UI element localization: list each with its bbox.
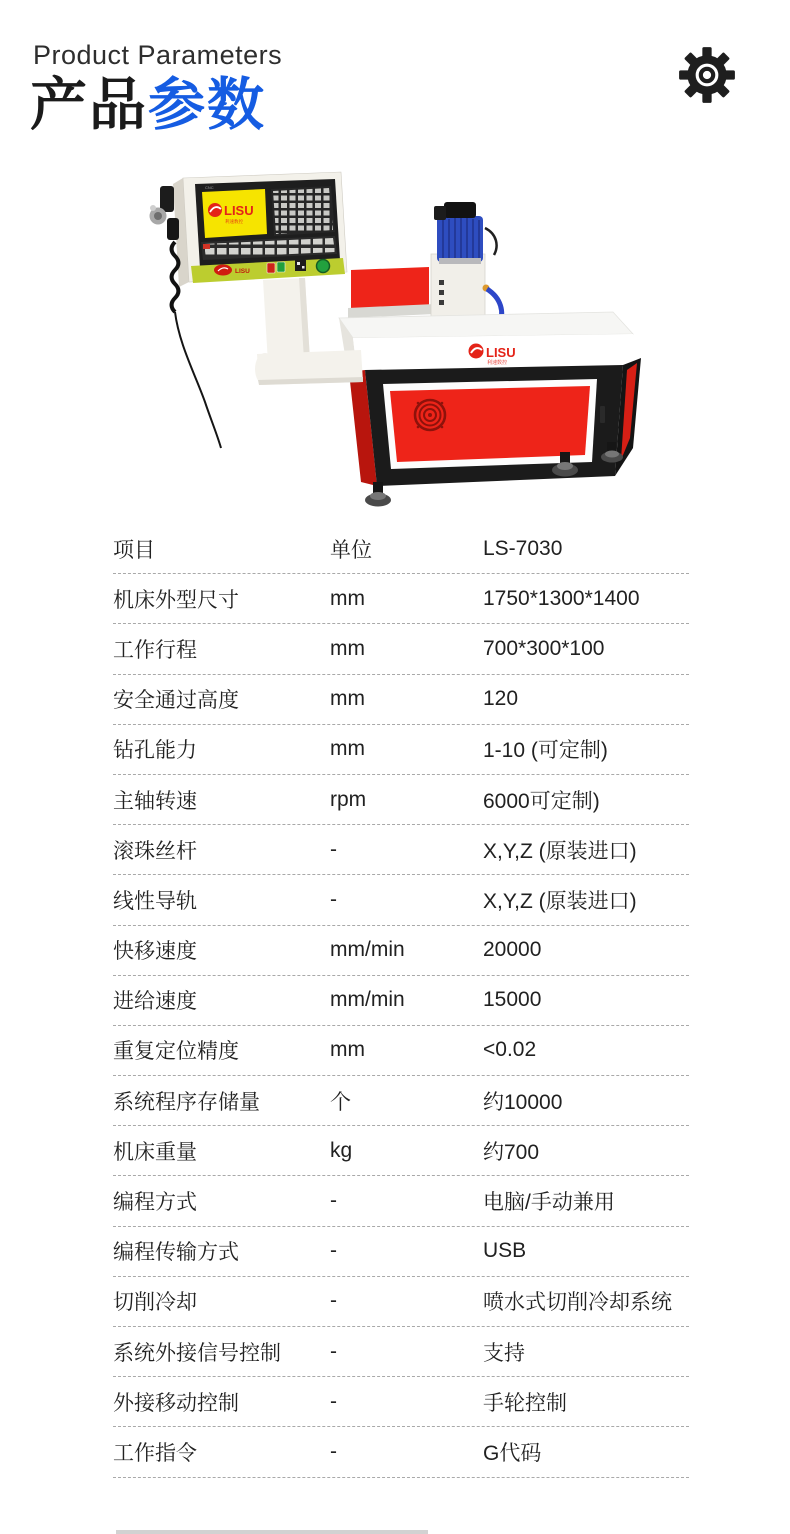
console-keypad [273,188,333,234]
cell-item: 钻孔能力 [113,739,197,763]
column-header-item: 项目 [113,538,155,562]
cell-unit: - [330,1189,337,1213]
table-row [113,1076,689,1126]
table-row [113,1277,689,1327]
svg-text:CNC: CNC [205,185,214,190]
cell-item: 切削冷却 [113,1291,197,1315]
cell-unit: - [330,1289,337,1313]
cell-unit: mm [330,687,365,711]
table-row [113,1377,689,1427]
spec-table [113,524,689,1478]
svg-text:利速数控: 利速数控 [487,360,508,366]
cell-value: 手轮控制 [483,1391,567,1415]
cell-value: 6000可定制) [483,789,600,813]
cell-value: 120 [483,687,519,711]
cell-unit: - [330,1439,337,1463]
table-header-row [113,524,689,574]
cell-value: <0.02 [483,1038,537,1062]
cell-item: 机床重量 [113,1140,197,1164]
table-row [113,1327,689,1377]
svg-text:LISU: LISU [235,268,250,275]
table-row [113,775,689,825]
cell-item: 系统外接信号控制 [113,1341,281,1365]
cell-item: 线性导轨 [113,889,197,913]
svg-text:LISU: LISU [224,203,254,218]
cell-item: 快移速度 [113,940,197,964]
table-row [113,1227,689,1277]
cell-unit: mm [330,1038,365,1062]
cell-item: 编程传输方式 [113,1241,239,1265]
cell-unit: - [330,1389,337,1413]
table-row [113,574,689,624]
cell-value: 700*300*100 [483,636,605,660]
cell-item: 重复定位精度 [113,1040,239,1064]
table-row [113,976,689,1026]
cell-unit: - [330,1339,337,1363]
control-console [150,172,348,448]
cell-value: USB [483,1239,527,1263]
cell-value: 15000 [483,988,542,1012]
title-part-blue: 参数 [148,73,266,137]
cell-value: G代码 [483,1441,542,1465]
cell-value: 20000 [483,938,542,962]
table-row [113,825,689,875]
cell-item: 编程方式 [113,1191,197,1215]
machine-door [390,386,590,462]
cell-value: 约10000 [483,1090,563,1114]
page-title [30,74,266,137]
table-row [113,1126,689,1176]
cell-value: 1750*1300*1400 [483,586,640,610]
table-row [113,1176,689,1226]
cell-value: 电脑/手动兼用 [483,1191,615,1215]
cell-value: 喷水式切削冷却系统 [483,1291,672,1315]
cell-unit: 个 [330,1090,351,1114]
table-row [113,1026,689,1076]
table-row [113,875,689,925]
cell-item: 滚珠丝杆 [113,839,197,863]
header-subtitle: Product Parameters [33,40,283,70]
fan-grille [415,400,445,430]
column-header-unit: 单位 [330,538,372,562]
cell-unit: mm/min [330,938,405,962]
cell-item: 工作行程 [113,638,197,662]
table-row [113,1427,689,1477]
cell-value: 约700 [483,1140,540,1164]
cell-item: 机床外型尺寸 [113,588,239,612]
svg-text:利速数控: 利速数控 [225,219,243,224]
cell-unit: mm [330,586,365,610]
cell-unit: mm/min [330,988,405,1012]
cell-item: 安全通过高度 [113,689,239,713]
table-row [113,675,689,725]
cell-item: 进给速度 [113,990,197,1014]
cell-value: 1-10 (可定制) [483,739,608,763]
cell-item: 系统程序存储量 [113,1090,260,1114]
cell-item: 外接移动控制 [113,1391,239,1415]
svg-text:LISU: LISU [486,345,516,360]
cell-unit: kg [330,1138,353,1162]
machine-base [349,358,641,507]
table-row [113,624,689,674]
bottom-divider [116,1530,428,1534]
cell-unit: - [330,887,337,911]
cell-unit: mm [330,636,365,660]
cell-value: X,Y,Z (原装进口) [483,889,637,913]
cell-item: 工作指令 [113,1441,197,1465]
cell-item: 主轴转速 [113,789,197,813]
cell-unit: rpm [330,787,367,811]
cell-unit: - [330,837,337,861]
product-image [145,158,645,523]
cell-value: 支持 [483,1341,525,1365]
title-part-black: 产品 [30,73,148,137]
cell-unit: - [330,1239,337,1263]
cell-unit: mm [330,737,365,761]
table-row [113,725,689,775]
cell-value: X,Y,Z (原装进口) [483,839,637,863]
table-row [113,926,689,976]
console-power-button [317,260,330,273]
column-header-model: LS-7030 [483,536,563,560]
gear-icon [676,44,738,106]
